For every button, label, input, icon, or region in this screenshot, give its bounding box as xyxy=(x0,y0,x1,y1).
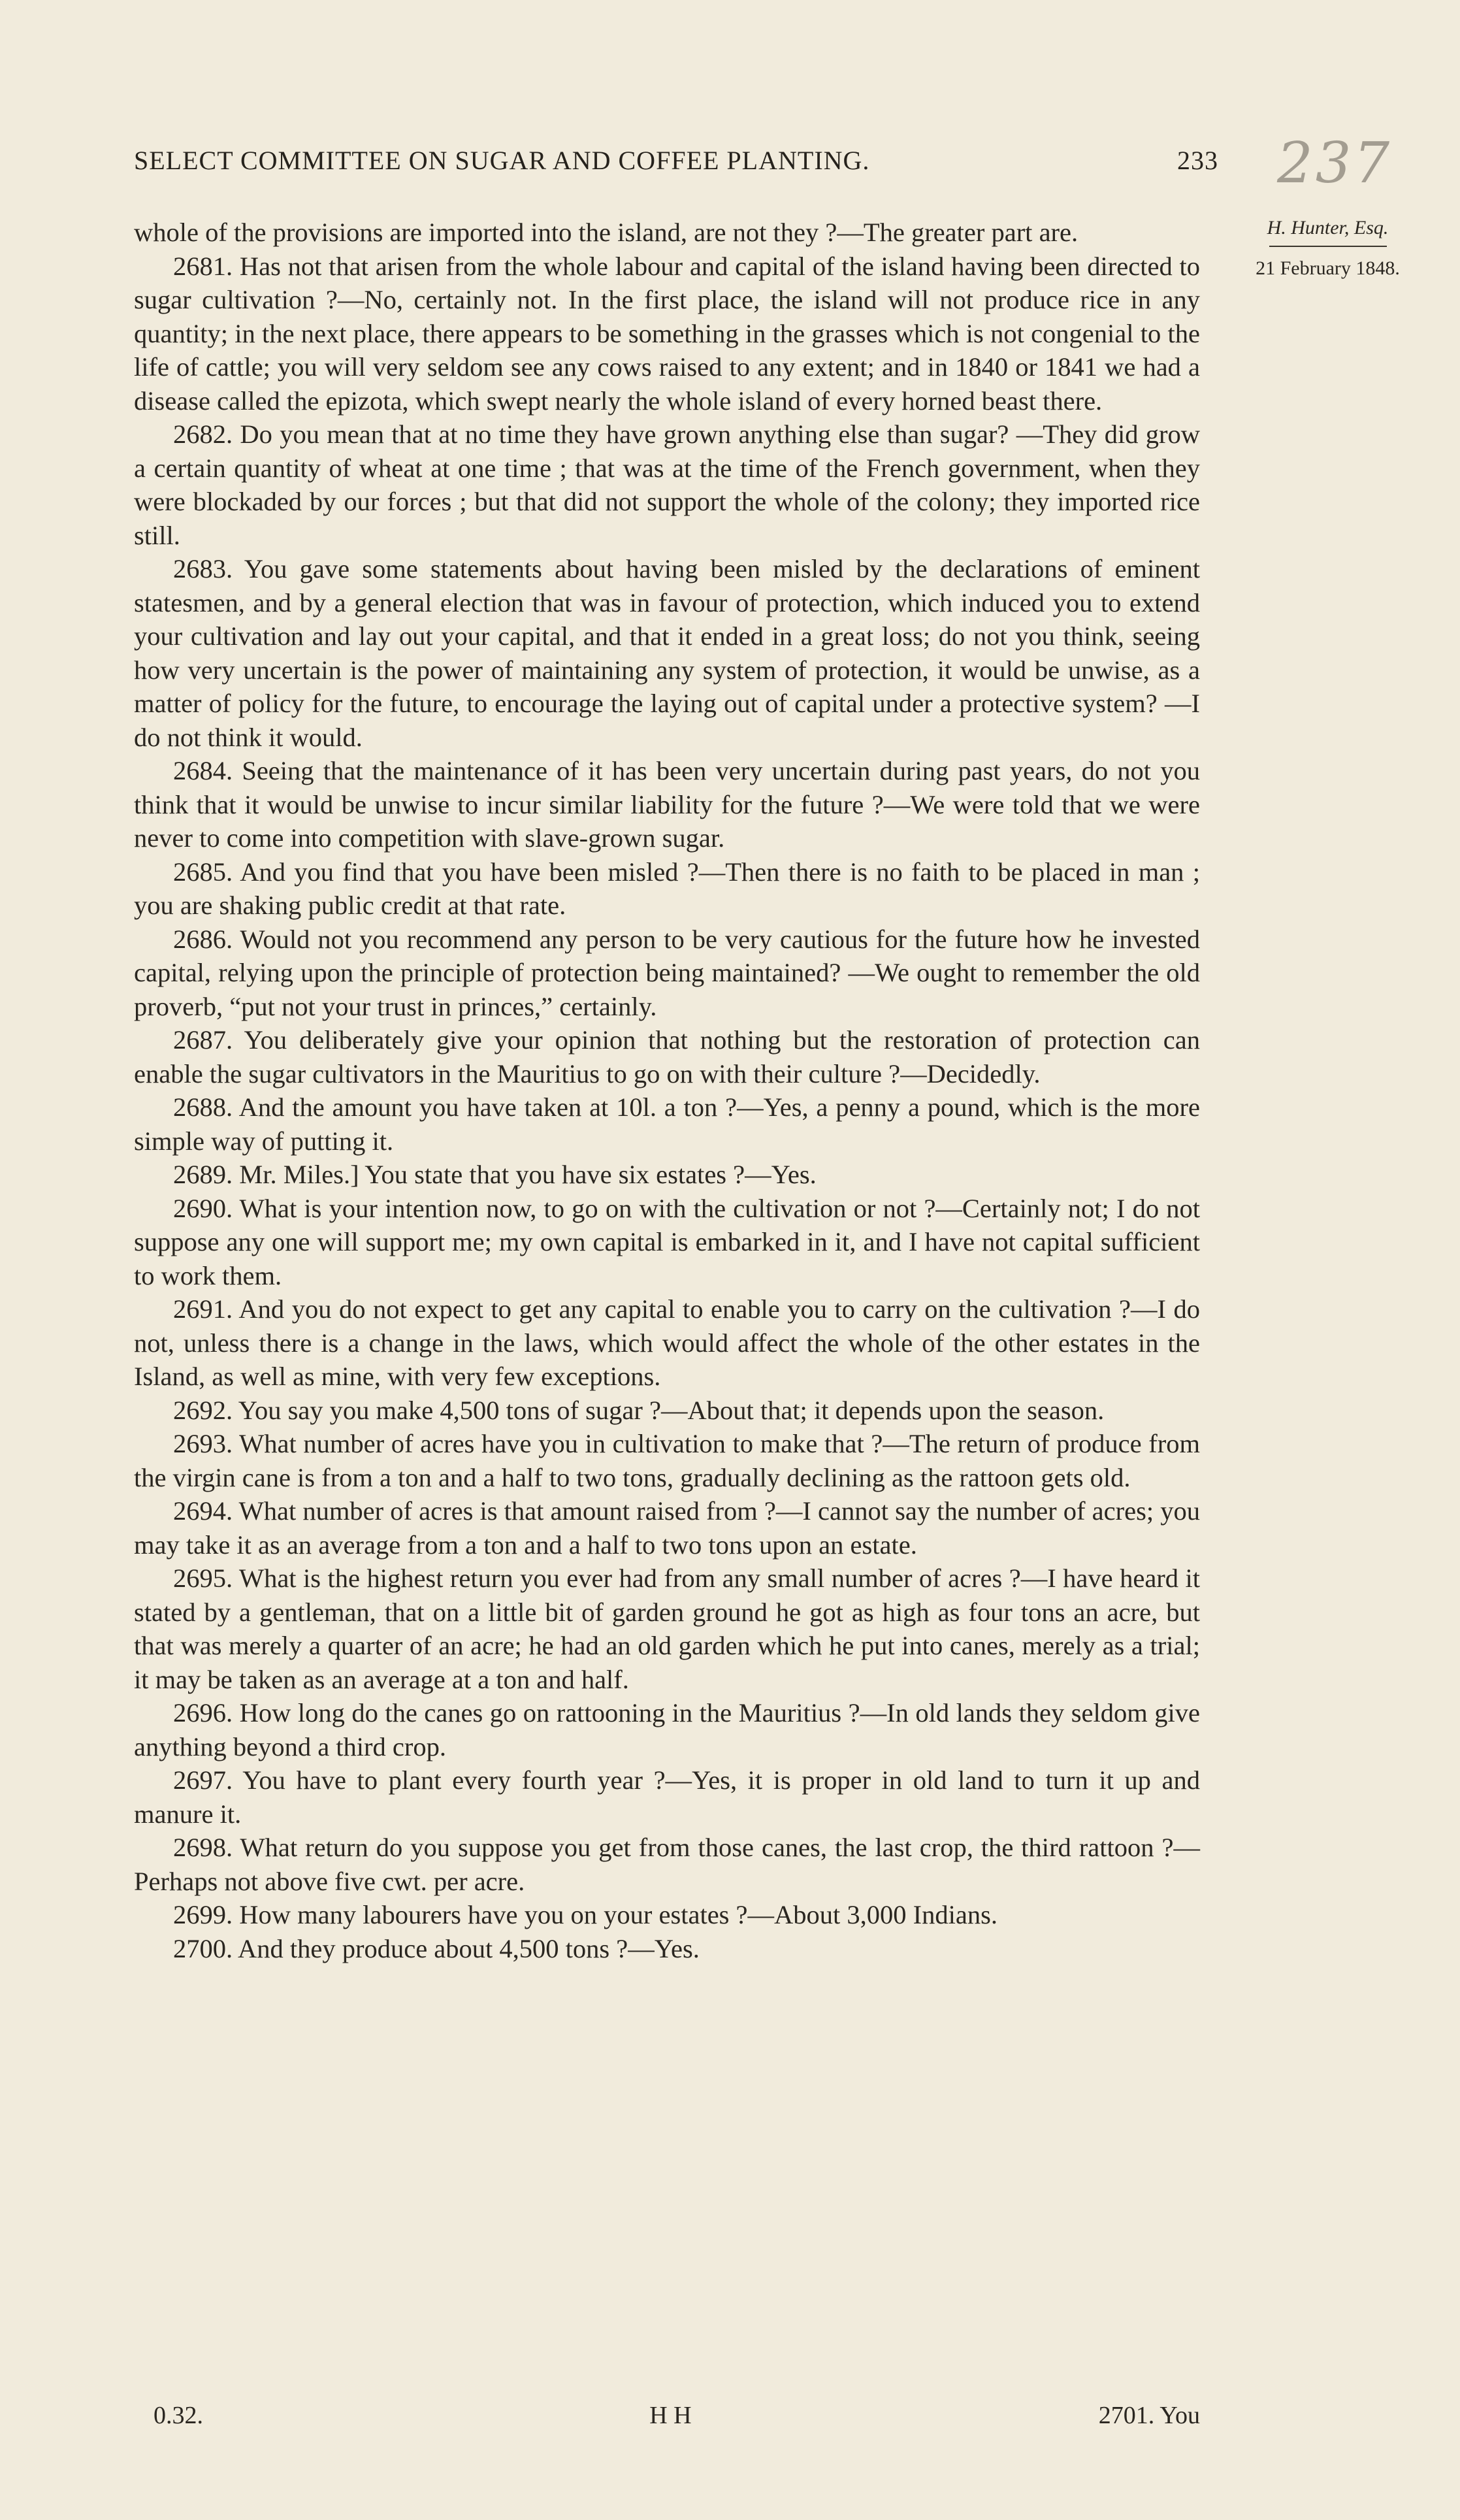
question-2689: 2689. Mr. Miles.] You state that you have six estates ?—Yes. xyxy=(173,1160,817,1189)
question-2684: 2684. Seeing that the maintenance of it has been very uncertain during past years, do not you think that it would be unwise to incur similar liability for the future ?—We were told that we were never to come into competition with slave-grown sugar. xyxy=(134,756,1200,853)
page-title: SELECT COMMITTEE ON SUGAR AND COFFEE PLANTING. xyxy=(134,146,870,175)
witness-name: H. Hunter, Esq. xyxy=(1267,217,1389,238)
footer-sheet-number: 0.32. xyxy=(154,2402,203,2429)
footer-catchword: 2701. You xyxy=(1098,2402,1200,2429)
testimony-body xyxy=(134,216,1200,1965)
page-header xyxy=(134,145,1218,176)
question-2699: 2699. How many labourers have you on your estates ?—About 3,000 Indians. xyxy=(173,1900,998,1929)
margin-note xyxy=(1225,217,1431,280)
question-2696: 2696. How long do the canes go on rattooning in the Mauritius ?—In old lands they seldom give anything beyond a third crop. xyxy=(134,1698,1200,1761)
question-2682: 2682. Do you mean that at no time they have grown anything else than sugar? —They did grow a certain quantity of wheat at one time ; that was at the time of the French government, when they were blockaded by our forces ; but that did not support the whole of the colony; they imported rice still. xyxy=(134,419,1200,550)
question-2685: 2685. And you find that you have been misled ?—Then there is no faith to be placed in man ; you are shaking public credit at that rate. xyxy=(134,857,1200,920)
question-2683: 2683. You gave some statements about having been misled by the declarations of eminent statesmen, and by a general election that was in favour of protection, which induced you to extend your cultivation and lay out your capital, and that it ended in a great loss; do not you think, seeing how very uncertain is the power of maintaining any system of protection, it would be unwise, as a matter of policy for the future, to encourage the laying out of capital under a protective system? —I do not think it would. xyxy=(134,554,1200,752)
page-footer xyxy=(134,2401,1200,2430)
testimony-date: 21 February 1848. xyxy=(1256,257,1400,279)
question-2686: 2686. Would not you recommend any person to be very cautious for the future how he invested capital, relying upon the principle of protection being maintained? —We ought to remember the old proverb, “put not your trust in princes,” certainly. xyxy=(134,924,1200,1021)
question-2681: 2681. Has not that arisen from the whole labour and capital of the island having been directed to sugar cultivation ?—No, certainly not. In the first place, the island will not produce rice in any quantity; in the next place, there appears to be something in the grasses which is not congenial to the life of cattle; you will very seldom see any cows raised to any extent; and in 1840 or 1841 we had a disease called the epizota, which swept nearly the whole island of every horned beast there. xyxy=(134,251,1200,416)
question-2690: 2690. What is your intention now, to go on with the cultivation or not ?—Certainly not; I do not suppose any one will support me; my own capital is embarked in it, and I have not capital sufficient to work them. xyxy=(134,1193,1200,1290)
handwritten-folio-number: 237 xyxy=(1277,131,1393,196)
question-2687: 2687. You deliberately give your opinion that nothing but the restoration of protection can enable the sugar cultivators in the Mauritius to go on with their culture ?—Decidedly. xyxy=(134,1025,1200,1088)
question-2700: 2700. And they produce about 4,500 tons ?—Yes. xyxy=(173,1933,700,1963)
question-2698: 2698. What return do you suppose you get from those canes, the last crop, the third rattoon ?—Perhaps not above five cwt. per acre. xyxy=(134,1833,1200,1896)
question-2688: 2688. And the amount you have taken at 10l. a ton ?—Yes, a penny a pound, which is the more simple way of putting it. xyxy=(134,1092,1200,1156)
question-2697: 2697. You have to plant every fourth year ?—Yes, it is proper in old land to turn it up and manure it. xyxy=(134,1765,1200,1829)
question-2692: 2692. You say you make 4,500 tons of sugar ?—About that; it depends upon the season. xyxy=(173,1395,1105,1425)
question-2693: 2693. What number of acres have you in cultivation to make that ?—The return of produce from the virgin cane is from a ton and a half to two tons, gradually declining as the rattoon gets old. xyxy=(134,1429,1200,1492)
paragraph-continued: whole of the provisions are imported into the island, are not they ?—The greater part are. xyxy=(134,218,1079,247)
margin-divider xyxy=(1269,246,1387,247)
footer-signature-mark: H H xyxy=(649,2402,692,2429)
question-2695: 2695. What is the highest return you ever had from any small number of acres ?—I have heard it stated by a gentleman, that on a little bit of garden ground he got as high as four tons an acre, but that was merely a quarter of an acre; he had an old garden which he put into canes, merely as a trial; it may be taken as an average at a ton and half. xyxy=(134,1563,1200,1694)
page-number: 233 xyxy=(1177,146,1218,175)
question-2694: 2694. What number of acres is that amount raised from ?—I cannot say the number of acres; you may take it as an average from a ton and a half to two tons upon an estate. xyxy=(134,1496,1200,1560)
question-2691: 2691. And you do not expect to get any capital to enable you to carry on the cultivation ?—I do not, unless there is a change in the laws, which would affect the whole of the other estates in the Island, as well as mine, with very few exceptions. xyxy=(134,1294,1200,1391)
